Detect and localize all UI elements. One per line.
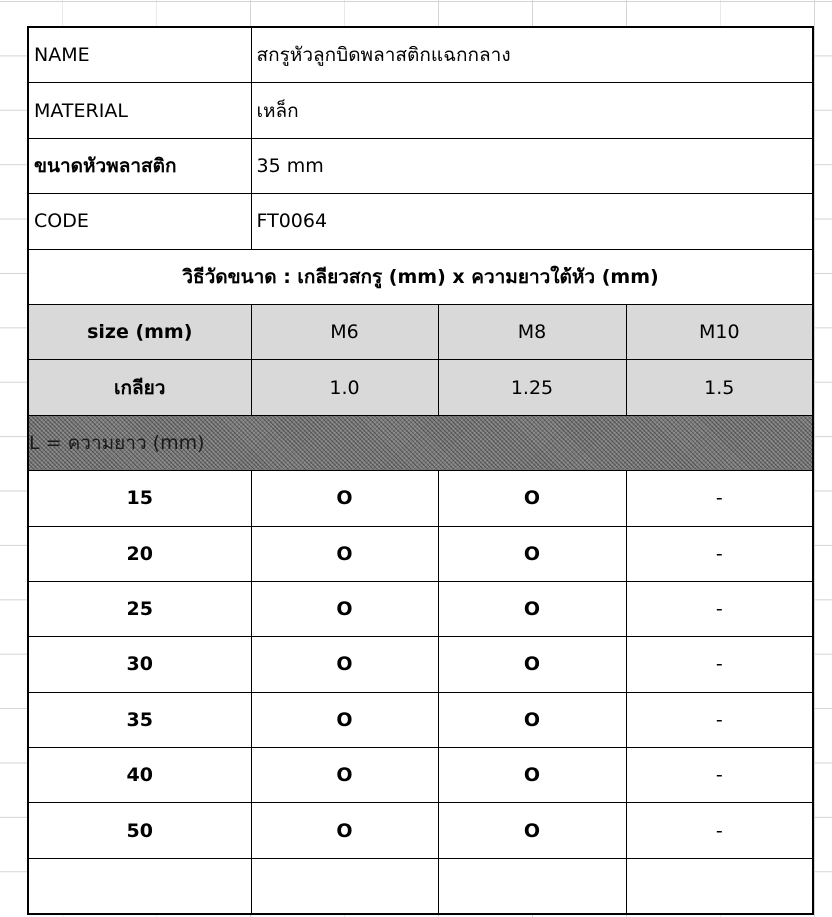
code-label-cell[interactable]: CODE xyxy=(28,194,251,249)
length-cell[interactable]: 15 xyxy=(28,471,251,526)
length-cell[interactable]: 50 xyxy=(28,803,251,858)
length-row xyxy=(28,471,813,526)
size-header-row xyxy=(28,304,813,359)
length-cell[interactable]: 25 xyxy=(28,581,251,636)
empty-cell[interactable] xyxy=(438,858,626,914)
m8-availability-cell[interactable]: O xyxy=(438,526,626,581)
size-m10-cell[interactable]: M10 xyxy=(626,304,813,359)
m6-availability-cell[interactable]: O xyxy=(251,748,438,803)
name-row xyxy=(28,27,813,83)
name-label-cell[interactable]: NAME xyxy=(28,27,251,83)
empty-cell[interactable] xyxy=(28,858,251,914)
m8-availability-cell[interactable]: O xyxy=(438,637,626,692)
size-label-cell[interactable]: size (mm) xyxy=(28,304,251,359)
code-value-cell[interactable]: FT0064 xyxy=(251,194,813,249)
m10-availability-cell[interactable]: - xyxy=(626,581,813,636)
pitch-label-cell[interactable]: เกลียว xyxy=(28,360,251,415)
head-size-row xyxy=(28,138,813,193)
m8-availability-cell[interactable]: O xyxy=(438,581,626,636)
length-row xyxy=(28,637,813,692)
m10-availability-cell[interactable]: - xyxy=(626,803,813,858)
m6-availability-cell[interactable]: O xyxy=(251,471,438,526)
m10-availability-cell[interactable]: - xyxy=(626,471,813,526)
length-header-row xyxy=(28,415,813,470)
material-label-cell[interactable]: MATERIAL xyxy=(28,83,251,138)
empty-cell[interactable] xyxy=(251,858,438,914)
measurement-method-cell[interactable]: วิธีวัดขนาด : เกลียวสกรู (mm) x ความยาวใต้หัว (mm) xyxy=(28,249,813,304)
method-row xyxy=(28,249,813,304)
length-cell[interactable]: 35 xyxy=(28,692,251,747)
m8-availability-cell[interactable]: O xyxy=(438,692,626,747)
m10-availability-cell[interactable]: - xyxy=(626,526,813,581)
size-m6-cell[interactable]: M6 xyxy=(251,304,438,359)
empty-cell[interactable] xyxy=(626,858,813,914)
pitch-m6-cell[interactable]: 1.0 xyxy=(251,360,438,415)
head-size-value-cell[interactable]: 35 mm xyxy=(251,138,813,193)
head-size-label-cell[interactable]: ขนาดหัวพลาสติก xyxy=(28,138,251,193)
m6-availability-cell[interactable]: O xyxy=(251,526,438,581)
length-header-cell[interactable]: L = ความยาว (mm) xyxy=(28,415,813,470)
m6-availability-cell[interactable]: O xyxy=(251,803,438,858)
pitch-row xyxy=(28,360,813,415)
length-row xyxy=(28,803,813,858)
length-cell[interactable]: 40 xyxy=(28,748,251,803)
pitch-m8-cell[interactable]: 1.25 xyxy=(438,360,626,415)
m8-availability-cell[interactable]: O xyxy=(438,803,626,858)
product-spec-table xyxy=(27,26,814,915)
length-cell[interactable]: 30 xyxy=(28,637,251,692)
length-row xyxy=(28,526,813,581)
material-row xyxy=(28,83,813,138)
m6-availability-cell[interactable]: O xyxy=(251,581,438,636)
name-value-cell[interactable]: สกรูหัวลูกบิดพลาสติกแฉกกลาง xyxy=(251,27,813,83)
m6-availability-cell[interactable]: O xyxy=(251,637,438,692)
length-cell[interactable]: 20 xyxy=(28,526,251,581)
material-value-cell[interactable]: เหล็ก xyxy=(251,83,813,138)
code-row xyxy=(28,194,813,249)
size-m8-cell[interactable]: M8 xyxy=(438,304,626,359)
m10-availability-cell[interactable]: - xyxy=(626,748,813,803)
m8-availability-cell[interactable]: O xyxy=(438,748,626,803)
m6-availability-cell[interactable]: O xyxy=(251,692,438,747)
m8-availability-cell[interactable]: O xyxy=(438,471,626,526)
m10-availability-cell[interactable]: - xyxy=(626,637,813,692)
m10-availability-cell[interactable]: - xyxy=(626,692,813,747)
length-row xyxy=(28,581,813,636)
empty-row xyxy=(28,858,813,914)
length-rows xyxy=(28,471,813,859)
length-row xyxy=(28,692,813,747)
length-row xyxy=(28,748,813,803)
pitch-m10-cell[interactable]: 1.5 xyxy=(626,360,813,415)
